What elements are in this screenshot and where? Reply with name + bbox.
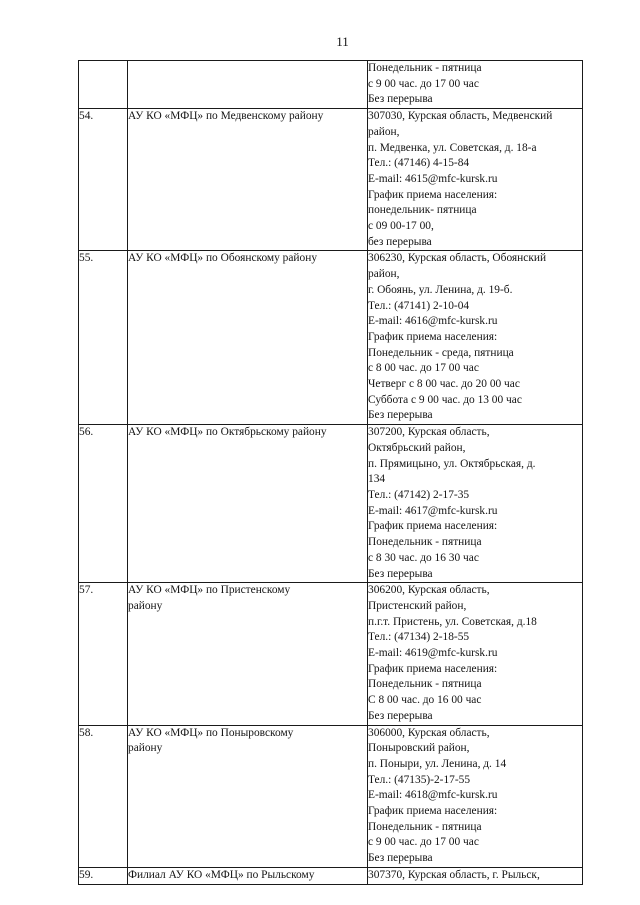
contact-line: Октябрьский район, bbox=[368, 441, 466, 454]
table-row bbox=[79, 251, 583, 425]
contact-line: 306230, Курская область, Обоянский bbox=[368, 252, 547, 265]
row-number: 54. bbox=[79, 109, 128, 251]
contact-line: E-mail: 4618@mfc-kursk.ru bbox=[368, 789, 498, 802]
contact-line: Без перерыва bbox=[368, 709, 433, 722]
contact-line: с 9 00 час. до 17 00 час bbox=[368, 836, 479, 849]
contact-line: 306000, Курская область, bbox=[368, 726, 490, 739]
contact-line: понедельник- пятница bbox=[368, 204, 477, 217]
table-row bbox=[79, 109, 583, 251]
row-number: 58. bbox=[79, 725, 128, 867]
contact-line: Без перерыва bbox=[368, 852, 433, 865]
office-contact-cell bbox=[368, 583, 583, 725]
table-row bbox=[79, 425, 583, 583]
office-contact-cell bbox=[368, 425, 583, 583]
office-name-line: АУ КО «МФЦ» по Поныровскому bbox=[128, 726, 294, 739]
contact-line: с 8 00 час. до 17 00 час bbox=[368, 362, 479, 375]
row-number: 56. bbox=[79, 425, 128, 583]
contact-line: Суббота с 9 00 час. до 13 00 час bbox=[368, 393, 522, 406]
office-contact-cell bbox=[368, 61, 583, 109]
page-number: 11 bbox=[336, 34, 349, 49]
contact-line: 134 bbox=[368, 473, 386, 486]
contact-line: Без перерыва bbox=[368, 567, 433, 580]
table-row bbox=[79, 61, 583, 109]
office-name-cell bbox=[128, 251, 368, 425]
office-name-cell bbox=[128, 109, 368, 251]
contact-line: район, bbox=[368, 268, 400, 281]
contact-line: С 8 00 час. до 16 00 час bbox=[368, 694, 482, 707]
contact-line: График приема населения: bbox=[368, 662, 498, 675]
contact-line: 307200, Курская область, bbox=[368, 426, 490, 439]
contact-line: Понедельник - пятница bbox=[368, 820, 482, 833]
office-name-cell bbox=[128, 583, 368, 725]
office-name-line: району bbox=[128, 599, 163, 612]
contact-line: E-mail: 4616@mfc-kursk.ru bbox=[368, 315, 498, 328]
contact-line: График приема населения: bbox=[368, 330, 498, 343]
contact-line: График приема населения: bbox=[368, 805, 498, 818]
table-body bbox=[79, 61, 583, 885]
contact-line: E-mail: 4619@mfc-kursk.ru bbox=[368, 647, 498, 660]
contact-line: г. Обоянь, ул. Ленина, д. 19-б. bbox=[368, 283, 513, 296]
office-contact-cell bbox=[368, 867, 583, 884]
office-contact-cell bbox=[368, 109, 583, 251]
row-number: 59. bbox=[79, 867, 128, 884]
contact-line: 307030, Курская область, Медвенский bbox=[368, 110, 553, 123]
contact-line: Понедельник - среда, пятница bbox=[368, 346, 514, 359]
table-row bbox=[79, 725, 583, 867]
office-name-cell bbox=[128, 725, 368, 867]
contact-line: без перерыва bbox=[368, 235, 432, 248]
contact-line: Тел.: (47134) 2-18-55 bbox=[368, 631, 470, 644]
contact-line: 307370, Курская область, г. Рыльск, bbox=[368, 868, 540, 881]
contact-line: Пристенский район, bbox=[368, 599, 467, 612]
office-name-line: АУ КО «МФЦ» по Медвенскому району bbox=[128, 110, 324, 123]
contact-line: с 8 30 час. до 16 30 час bbox=[368, 551, 479, 564]
contact-line: п. Поныри, ул. Ленина, д. 14 bbox=[368, 757, 507, 770]
contact-line: с 9 00 час. до 17 00 час bbox=[368, 77, 479, 90]
office-name-cell bbox=[128, 867, 368, 884]
office-name-line: району bbox=[128, 742, 163, 755]
contact-line: Четверг с 8 00 час. до 20 00 час bbox=[368, 378, 520, 391]
contact-line: Без перерыва bbox=[368, 409, 433, 422]
table-row bbox=[79, 867, 583, 884]
table-row bbox=[79, 583, 583, 725]
contact-line: Тел.: (47141) 2-10-04 bbox=[368, 299, 470, 312]
contact-line: п. Медвенка, ул. Советская, д. 18-а bbox=[368, 141, 537, 154]
row-number bbox=[79, 61, 128, 109]
contact-line: Поныровский район, bbox=[368, 742, 470, 755]
office-name-cell bbox=[128, 61, 368, 109]
contact-line: Тел.: (47146) 4-15-84 bbox=[368, 157, 470, 170]
office-contact-cell bbox=[368, 725, 583, 867]
contact-line: E-mail: 4615@mfc-kursk.ru bbox=[368, 172, 498, 185]
office-name-cell bbox=[128, 425, 368, 583]
office-name-line: АУ КО «МФЦ» по Пристенскому bbox=[128, 584, 291, 597]
contact-line: Понедельник - пятница bbox=[368, 62, 482, 74]
row-number: 55. bbox=[79, 251, 128, 425]
contact-line: График приема населения: bbox=[368, 520, 498, 533]
contact-line: Понедельник - пятница bbox=[368, 536, 482, 549]
contact-line: район, bbox=[368, 125, 400, 138]
contact-line: Понедельник - пятница bbox=[368, 678, 482, 691]
contact-line: Тел.: (47142) 2-17-35 bbox=[368, 488, 470, 501]
contact-line: п.г.т. Пристень, ул. Советская, д.18 bbox=[368, 615, 537, 628]
office-name-line: АУ КО «МФЦ» по Октябрьскому району bbox=[128, 426, 327, 439]
contact-line: Тел.: (47135)-2-17-55 bbox=[368, 773, 471, 786]
contact-line: График приема населения: bbox=[368, 188, 498, 201]
contact-line: п. Прямицыно, ул. Октябрьская, д. bbox=[368, 457, 536, 470]
office-name-line: АУ КО «МФЦ» по Обоянскому району bbox=[128, 252, 318, 265]
contact-line: E-mail: 4617@mfc-kursk.ru bbox=[368, 504, 498, 517]
row-number: 57. bbox=[79, 583, 128, 725]
office-name-line: Филиал АУ КО «МФЦ» по Рыльскому bbox=[128, 868, 315, 881]
contact-line: с 09 00-17 00, bbox=[368, 220, 434, 233]
office-contact-cell bbox=[368, 251, 583, 425]
mfc-offices-table bbox=[78, 60, 583, 885]
contact-line: 306200, Курская область, bbox=[368, 584, 490, 597]
contact-line: Без перерыва bbox=[368, 93, 433, 106]
